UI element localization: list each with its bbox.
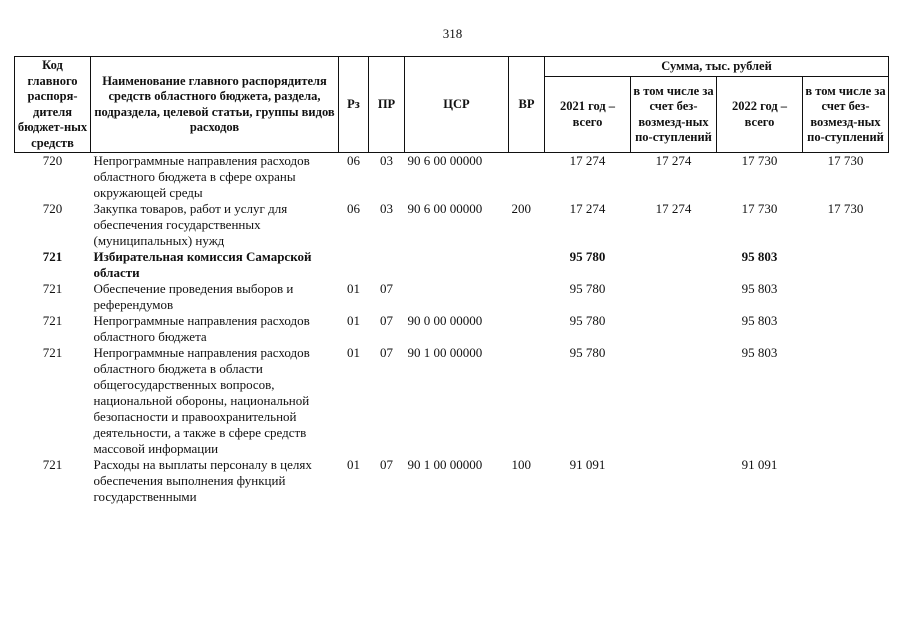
header-csr: ЦСР	[405, 57, 509, 153]
cell-2022-total: 95 803	[741, 281, 778, 296]
cell-vr	[509, 313, 545, 345]
cell-rz: 01	[347, 345, 360, 360]
cell-code: 721	[42, 457, 63, 472]
cell-pr: 07	[380, 457, 393, 472]
cell-2022-total: 95 803	[741, 345, 778, 360]
table-header	[15, 57, 889, 153]
cell-2022-free	[803, 345, 889, 457]
cell-pr: 07	[380, 313, 393, 328]
cell-csr	[405, 249, 509, 281]
cell-code: 721	[42, 313, 63, 328]
cell-2021-free: 17 274	[655, 201, 692, 216]
cell-pr: 07	[380, 345, 393, 360]
table-body	[15, 153, 889, 506]
table-row	[15, 249, 889, 281]
cell-2021-free	[631, 281, 717, 313]
header-pr: ПР	[369, 57, 405, 153]
cell-csr: 90 6 00 00000	[407, 201, 483, 216]
cell-2022-free: 17 730	[827, 201, 864, 216]
cell-2022-total: 17 730	[741, 201, 778, 216]
page-number: 318	[442, 26, 463, 41]
cell-2022-total: 91 091	[741, 457, 778, 472]
cell-2022-total: 95 803	[741, 313, 778, 328]
cell-2021-total: 91 091	[569, 457, 606, 472]
cell-code: 720	[42, 153, 63, 168]
header-rz: Рз	[339, 57, 369, 153]
cell-pr	[369, 249, 405, 281]
cell-2021-total: 95 780	[569, 345, 606, 360]
cell-rz: 06	[347, 201, 360, 216]
cell-csr: 90 1 00 00000	[407, 345, 483, 360]
cell-code: 721	[42, 281, 63, 296]
table-row	[15, 281, 889, 313]
cell-csr	[405, 281, 509, 313]
cell-name: Расходы на выплаты персоналу в целях обеспечения выполнения функций государственными	[93, 457, 312, 504]
cell-code: 721	[42, 249, 63, 264]
header-name: Наименование главного распорядителя средств областного бюджета, раздела, подраздела, целевой статьи, группы видов расходов	[91, 57, 339, 153]
cell-csr: 90 0 00 00000	[407, 313, 483, 328]
cell-2022-free: 17 730	[827, 153, 864, 168]
cell-2022-free	[803, 457, 889, 505]
header-2021-total: 2021 год – всего	[545, 77, 631, 153]
header-2021-free: в том числе за счет без-возмезд-ных по-ступлений	[631, 77, 717, 153]
cell-code: 721	[42, 345, 63, 360]
budget-table	[14, 56, 889, 505]
cell-rz: 01	[347, 457, 360, 472]
cell-2021-total: 17 274	[569, 201, 606, 216]
cell-name: Непрограммные направления расходов областного бюджета	[93, 313, 310, 344]
header-2022-free: в том числе за счет без-возмезд-ных по-ступлений	[803, 77, 889, 153]
cell-vr	[509, 153, 545, 202]
header-code: Код главного распоря-дителя бюджет-ных средств	[15, 57, 91, 153]
cell-vr	[509, 345, 545, 457]
header-vr: ВР	[509, 57, 545, 153]
table-row	[15, 457, 889, 505]
cell-name: Обеспечение проведения выборов и референдумов	[93, 281, 294, 312]
cell-vr	[509, 281, 545, 313]
cell-2022-total: 95 803	[741, 249, 778, 264]
cell-2022-free	[803, 281, 889, 313]
cell-rz: 01	[347, 281, 360, 296]
cell-rz: 01	[347, 313, 360, 328]
header-sum: Сумма, тыс. рублей	[545, 57, 889, 77]
cell-2021-free	[631, 313, 717, 345]
cell-2021-total: 17 274	[569, 153, 606, 168]
cell-vr: 100	[511, 457, 531, 472]
header-2022-total: 2022 год – всего	[717, 77, 803, 153]
cell-csr: 90 6 00 00000	[407, 153, 483, 168]
cell-vr: 200	[511, 201, 531, 216]
cell-2021-total: 95 780	[569, 249, 606, 264]
cell-csr: 90 1 00 00000	[407, 457, 483, 472]
cell-name: Непрограммные направления расходов областного бюджета в сфере охраны окружающей среды	[93, 153, 310, 200]
cell-pr: 03	[380, 201, 393, 216]
cell-2021-total: 95 780	[569, 281, 606, 296]
cell-2021-free	[631, 249, 717, 281]
cell-2022-free	[803, 249, 889, 281]
cell-2021-free: 17 274	[655, 153, 692, 168]
cell-2022-total: 17 730	[741, 153, 778, 168]
cell-vr	[509, 249, 545, 281]
cell-pr: 03	[380, 153, 393, 168]
cell-pr: 07	[380, 281, 393, 296]
table-row	[15, 153, 889, 202]
cell-2021-total: 95 780	[569, 313, 606, 328]
table-row	[15, 345, 889, 457]
cell-name: Непрограммные направления расходов областного бюджета в области общегосударственных вопросов, национальной обороны, национальной безопасности и правоохранительной деятельности, а также в сфере средств массовой информации	[93, 345, 310, 456]
cell-name: Избирательная комиссия Самарской области	[93, 249, 312, 280]
cell-2021-free	[631, 345, 717, 457]
cell-rz: 06	[347, 153, 360, 168]
cell-2021-free	[631, 457, 717, 505]
cell-rz	[339, 249, 369, 281]
cell-2022-free	[803, 313, 889, 345]
table-row	[15, 201, 889, 249]
cell-code: 720	[42, 201, 63, 216]
table-row	[15, 313, 889, 345]
cell-name: Закупка товаров, работ и услуг для обеспечения государственных (муниципальных) нужд	[93, 201, 288, 248]
